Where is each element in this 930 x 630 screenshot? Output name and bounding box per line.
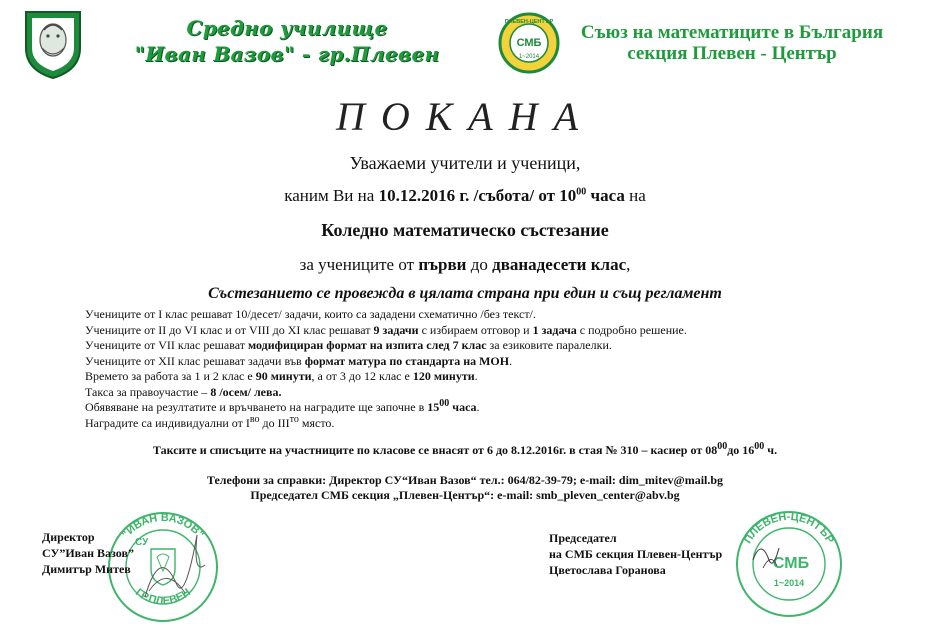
rule-5-text-c: , а от 3 до 12 клас е bbox=[311, 369, 413, 383]
reglament-heading: Състезанието се провежда в цялата страна при един и същ регламент bbox=[208, 285, 722, 302]
for-to: дванадесети клас bbox=[492, 255, 627, 274]
signature-left-name: Димитър Митев bbox=[42, 562, 131, 576]
invite-prefix: каним Ви на bbox=[284, 186, 379, 205]
invite-hours: часа bbox=[586, 186, 625, 205]
smb-stamp-ring: ПЛЕВЕН-ЦЕНТЪР bbox=[741, 510, 837, 546]
fees-sup-2: 00 bbox=[754, 441, 765, 452]
rule-7-text-a: Обявяване на резултатите и връчването на наградите ще започне в bbox=[85, 400, 428, 414]
rule-8-sup-2: то bbox=[289, 413, 299, 425]
rule-2-text-a: Учениците от II до VI клас и от VIII до XI клас решават bbox=[85, 322, 374, 337]
rule-7-text-c: часа bbox=[449, 400, 477, 414]
rule-6-text-a: Такса за правоучастие – bbox=[85, 384, 211, 399]
signature-right bbox=[549, 530, 722, 578]
rule-6-text-b: 8 /осем/ лева. bbox=[210, 384, 282, 399]
invite-suffix: на bbox=[624, 186, 646, 205]
svg-text:ГР.ПЛЕВЕН bbox=[133, 586, 193, 607]
union-name-line1: Съюз на математиците в България bbox=[580, 22, 884, 43]
rule-2-text-c: с избираем отговор и bbox=[418, 322, 533, 337]
rule-6 bbox=[85, 385, 885, 401]
rule-4-text-c: . bbox=[509, 353, 513, 368]
smb-logo-year: 1~2014 bbox=[518, 54, 540, 60]
smb-logo bbox=[498, 12, 560, 74]
contact-director: Телефони за справки: Директор СУ“Иван Вазов“ тел.: 064/82-39-79; e-mail: dim_mitev@mail.bg bbox=[206, 473, 724, 487]
rule-7-text-d: . bbox=[476, 400, 480, 414]
invite-time-sup: 00 bbox=[576, 186, 587, 198]
rule-5 bbox=[85, 369, 885, 385]
rule-5-text-a: Времето за работа за 1 и 2 клас е bbox=[85, 369, 256, 383]
school-stamp-letters: СУ bbox=[135, 537, 149, 548]
fees-text-c: ч. bbox=[764, 443, 778, 457]
for-students-line bbox=[0, 255, 930, 275]
rule-4-text-b: формат матура по стандарта на МОН bbox=[304, 353, 510, 368]
smb-logo-text: СМБ bbox=[516, 37, 542, 49]
rule-2 bbox=[85, 323, 885, 339]
signature-left-org: СУ”Иван Вазов” bbox=[42, 546, 134, 560]
greeting: Уважаеми учители и ученици, bbox=[349, 153, 581, 173]
smb-stamp-year: 1~2014 bbox=[773, 578, 805, 588]
rule-8-text-c: място. bbox=[298, 415, 335, 430]
invite-date: 10.12.2016 г. /събота/ от 10 bbox=[378, 186, 577, 205]
for-suffix: , bbox=[626, 255, 631, 274]
fees-text-b: до 16 bbox=[727, 443, 755, 457]
signature-right-org: на СМБ секция Плевен-Център bbox=[549, 547, 723, 561]
rule-8-sup-1: во bbox=[249, 413, 260, 425]
rule-4 bbox=[85, 354, 885, 370]
fees-sup-1: 00 bbox=[717, 441, 728, 452]
rule-8-text-a: Наградите са индивидуални от I bbox=[85, 415, 250, 430]
rule-4-text-a: Учениците от XII клас решават задачи във bbox=[85, 353, 305, 368]
rule-2-text-e: с подробно решение. bbox=[576, 322, 687, 337]
for-mid: до bbox=[466, 255, 493, 274]
fees-text-a: Таксите и списъците на участниците по класове се внасят от 6 до 8.12.2016г. в стая № 310 – касиер от 08 bbox=[152, 443, 718, 457]
rules-list bbox=[85, 307, 885, 431]
union-name-line2: секция Плевен - Център bbox=[627, 43, 837, 64]
signature-right-title: Председател bbox=[549, 531, 617, 545]
rule-3 bbox=[85, 338, 885, 354]
rule-8-text-b: до III bbox=[259, 415, 290, 430]
fees-line bbox=[0, 443, 930, 458]
school-stamp-ring-bottom: ГР.ПЛЕВЕН bbox=[133, 586, 193, 608]
school-name-line2: "Иван Вазов" - гр.Плевен bbox=[134, 42, 440, 66]
rule-5-text-d: 120 минути bbox=[412, 369, 475, 383]
signature-right-name: Цветослава Горанова bbox=[549, 563, 666, 577]
smb-stamp bbox=[733, 508, 845, 620]
rule-7 bbox=[85, 400, 885, 416]
rule-3-text-a: Учениците от VII клас решават bbox=[85, 338, 248, 352]
school-name-line1: Средно училище bbox=[186, 16, 388, 40]
rule-2-text-d: 1 задача bbox=[532, 322, 577, 337]
school-shield-logo bbox=[22, 8, 84, 80]
for-from: първи bbox=[418, 255, 467, 274]
rule-2-text-b: 9 задачи bbox=[373, 322, 419, 337]
invite-line bbox=[0, 186, 930, 206]
page-title: ПОКАНА bbox=[335, 94, 595, 139]
contact-chair: Председател СМБ секция „Плевен-Център“: e-mail: smb_pleven_center@abv.bg bbox=[250, 488, 680, 502]
rule-3-text-b: модифициран формат на изпита след 7 клас bbox=[248, 338, 487, 352]
rule-3-text-c: за езиковите паралелки. bbox=[486, 338, 612, 352]
rule-5-text-b: 90 минути bbox=[255, 369, 312, 383]
rule-8 bbox=[85, 413, 885, 432]
competition-name: Коледно математическо състезание bbox=[321, 220, 609, 240]
rule-7-text-b: 15 bbox=[427, 400, 440, 414]
school-stamp-ring-top: "ИВАН ВАЗОВ" bbox=[119, 511, 207, 541]
rule-1: Учениците от I клас решават 10/десет/ задачи, които са зададени схематично /без текст/. bbox=[85, 307, 536, 321]
rule-5-text-e: . bbox=[474, 369, 478, 383]
rule-7-sup: 00 bbox=[439, 398, 450, 409]
for-prefix: за учениците от bbox=[299, 255, 419, 274]
smb-stamp-center: СМБ bbox=[772, 555, 810, 572]
smb-logo-ring: ПЛЕВЕН-ЦЕНТЪР bbox=[504, 19, 554, 25]
signature-left bbox=[42, 529, 134, 577]
signature-left-title: Директор bbox=[42, 530, 95, 544]
